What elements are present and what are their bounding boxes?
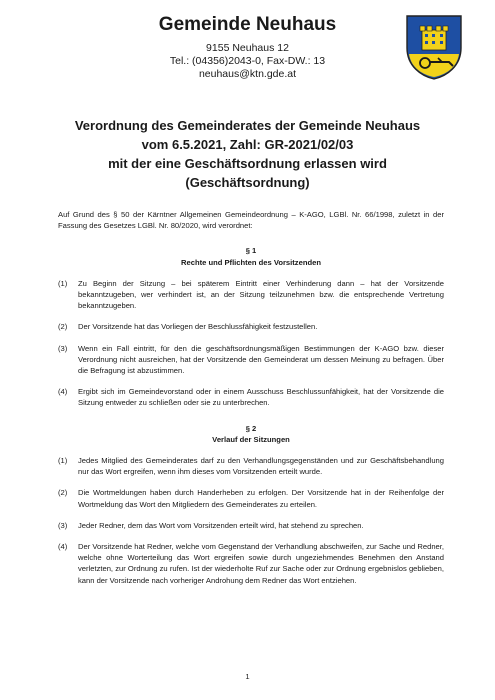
paragraph-text: Wenn ein Fall eintritt, für den die geschäftsordnungsmäßigen Bestimmungen der K-AGO bzw. dieser Verordnung nicht ausreichen, hat der Vorsitzende den Gemeinderat um dessen Meinung zu befragen. Über die Befragung ist abzustimmen. [78,343,444,376]
paragraph-number: (3) [58,343,68,353]
paragraph [58,321,444,332]
email: neuhaus@ktn.gde.at [198,68,297,80]
paragraph-number: (1) [58,278,68,288]
phone-fax: Tel.: (04356)2043-0, Fax-DW.: 13 [169,55,326,67]
paragraph-text: Der Vorsitzende hat Redner, welche vom Gegenstand der Verhandlung abschweifen, zur Sache und Redner, welche ohne Worterteilung das Wort ergreifen sowie durch ungeziehmendes Benehmen den Anstand verletzten, zur Ordnung zu rufen. Ist der wiederholte Ruf zur Sache oder zur Ordnung ergebnislos geblieben, kann der Vorsitzende nach vorheriger Androhung dem Redner das Wort entziehen. [78,542,444,585]
section-1 [58,245,444,408]
paragraph-number: (3) [58,520,68,530]
paragraph-number: (2) [58,322,68,332]
paragraph [58,386,444,408]
title-line: mit der eine Geschäftsordnung erlassen wird [108,156,387,171]
paragraph [58,343,444,377]
title-line: vom 6.5.2021, Zahl: GR-2021/02/03 [141,137,354,152]
paragraph-number: (4) [58,387,68,397]
paragraph-text: Ergibt sich im Gemeindevorstand oder in einem Ausschuss Beschlussunfähigkeit, hat der Vorsitzende die Sitzung entweder zu schließen oder sie zu unterbrechen. [78,387,444,408]
document-title [40,116,455,192]
municipality-name: Gemeinde Neuhaus [158,14,337,35]
paragraph-text: Zu Beginn der Sitzung – bei späterem Eintritt einer Verhinderung dann – hat der Vorsitzende bekanntzugeben, wer verhindert ist, an der Sitzung teilzunehmen bzw. die entsprechende Vertretung bekanntzugeben. [78,278,444,311]
section-number: § 1 [245,246,257,256]
title-line: (Geschäftsordnung) [185,175,310,190]
title-line: Verordnung des Gemeinderates der Gemeinde Neuhaus [74,118,421,133]
paragraph [58,487,444,509]
paragraph-text: Jedes Mitglied des Gemeinderates darf zu den Verhandlungsgegenständen und zur Geschäftsbehandlung nur das Wort ergreifen, wenn ihm dieses vom Vorsitzenden erteilt wurde. [78,456,444,477]
paragraph [58,520,444,531]
paragraph-text: Der Vorsitzende hat das Vorliegen der Beschlussfähigkeit festzustellen. [78,322,318,332]
section-title: Rechte und Pflichten des Vorsitzenden [181,257,321,267]
section-title: Verlauf der Sitzungen [212,434,290,444]
paragraph-number: (2) [58,488,68,498]
paragraph [58,278,444,312]
paragraph [58,541,444,586]
paragraph [58,455,444,477]
paragraph-text: Die Wortmeldungen haben durch Handerheben zu erfolgen. Der Vorsitzende hat in der Reihenfolge der Wortmeldung das Wort den Mitgliedern des Gemeinderates zu erteilen. [78,488,444,509]
document-body [58,209,444,596]
page-number: 1 [245,672,250,681]
paragraph-number: (4) [58,542,68,552]
paragraph-text: Jeder Redner, dem das Wort vom Vorsitzenden erteilt wird, hat stehend zu sprechen. [78,520,364,530]
coat-of-arms-icon [405,14,463,80]
section-2 [58,423,444,586]
intro-text: Auf Grund des § 50 der Kärntner Allgemeinen Gemeindeordnung – K-AGO, LGBl. Nr. 66/1998, zuletzt in der Fassung des Gesetzes LGBl. Nr. 80/2020, wird verordnet: [58,210,444,231]
address: 9155 Neuhaus 12 [206,42,289,54]
paragraph-number: (1) [58,456,68,466]
section-number: § 2 [245,423,257,433]
